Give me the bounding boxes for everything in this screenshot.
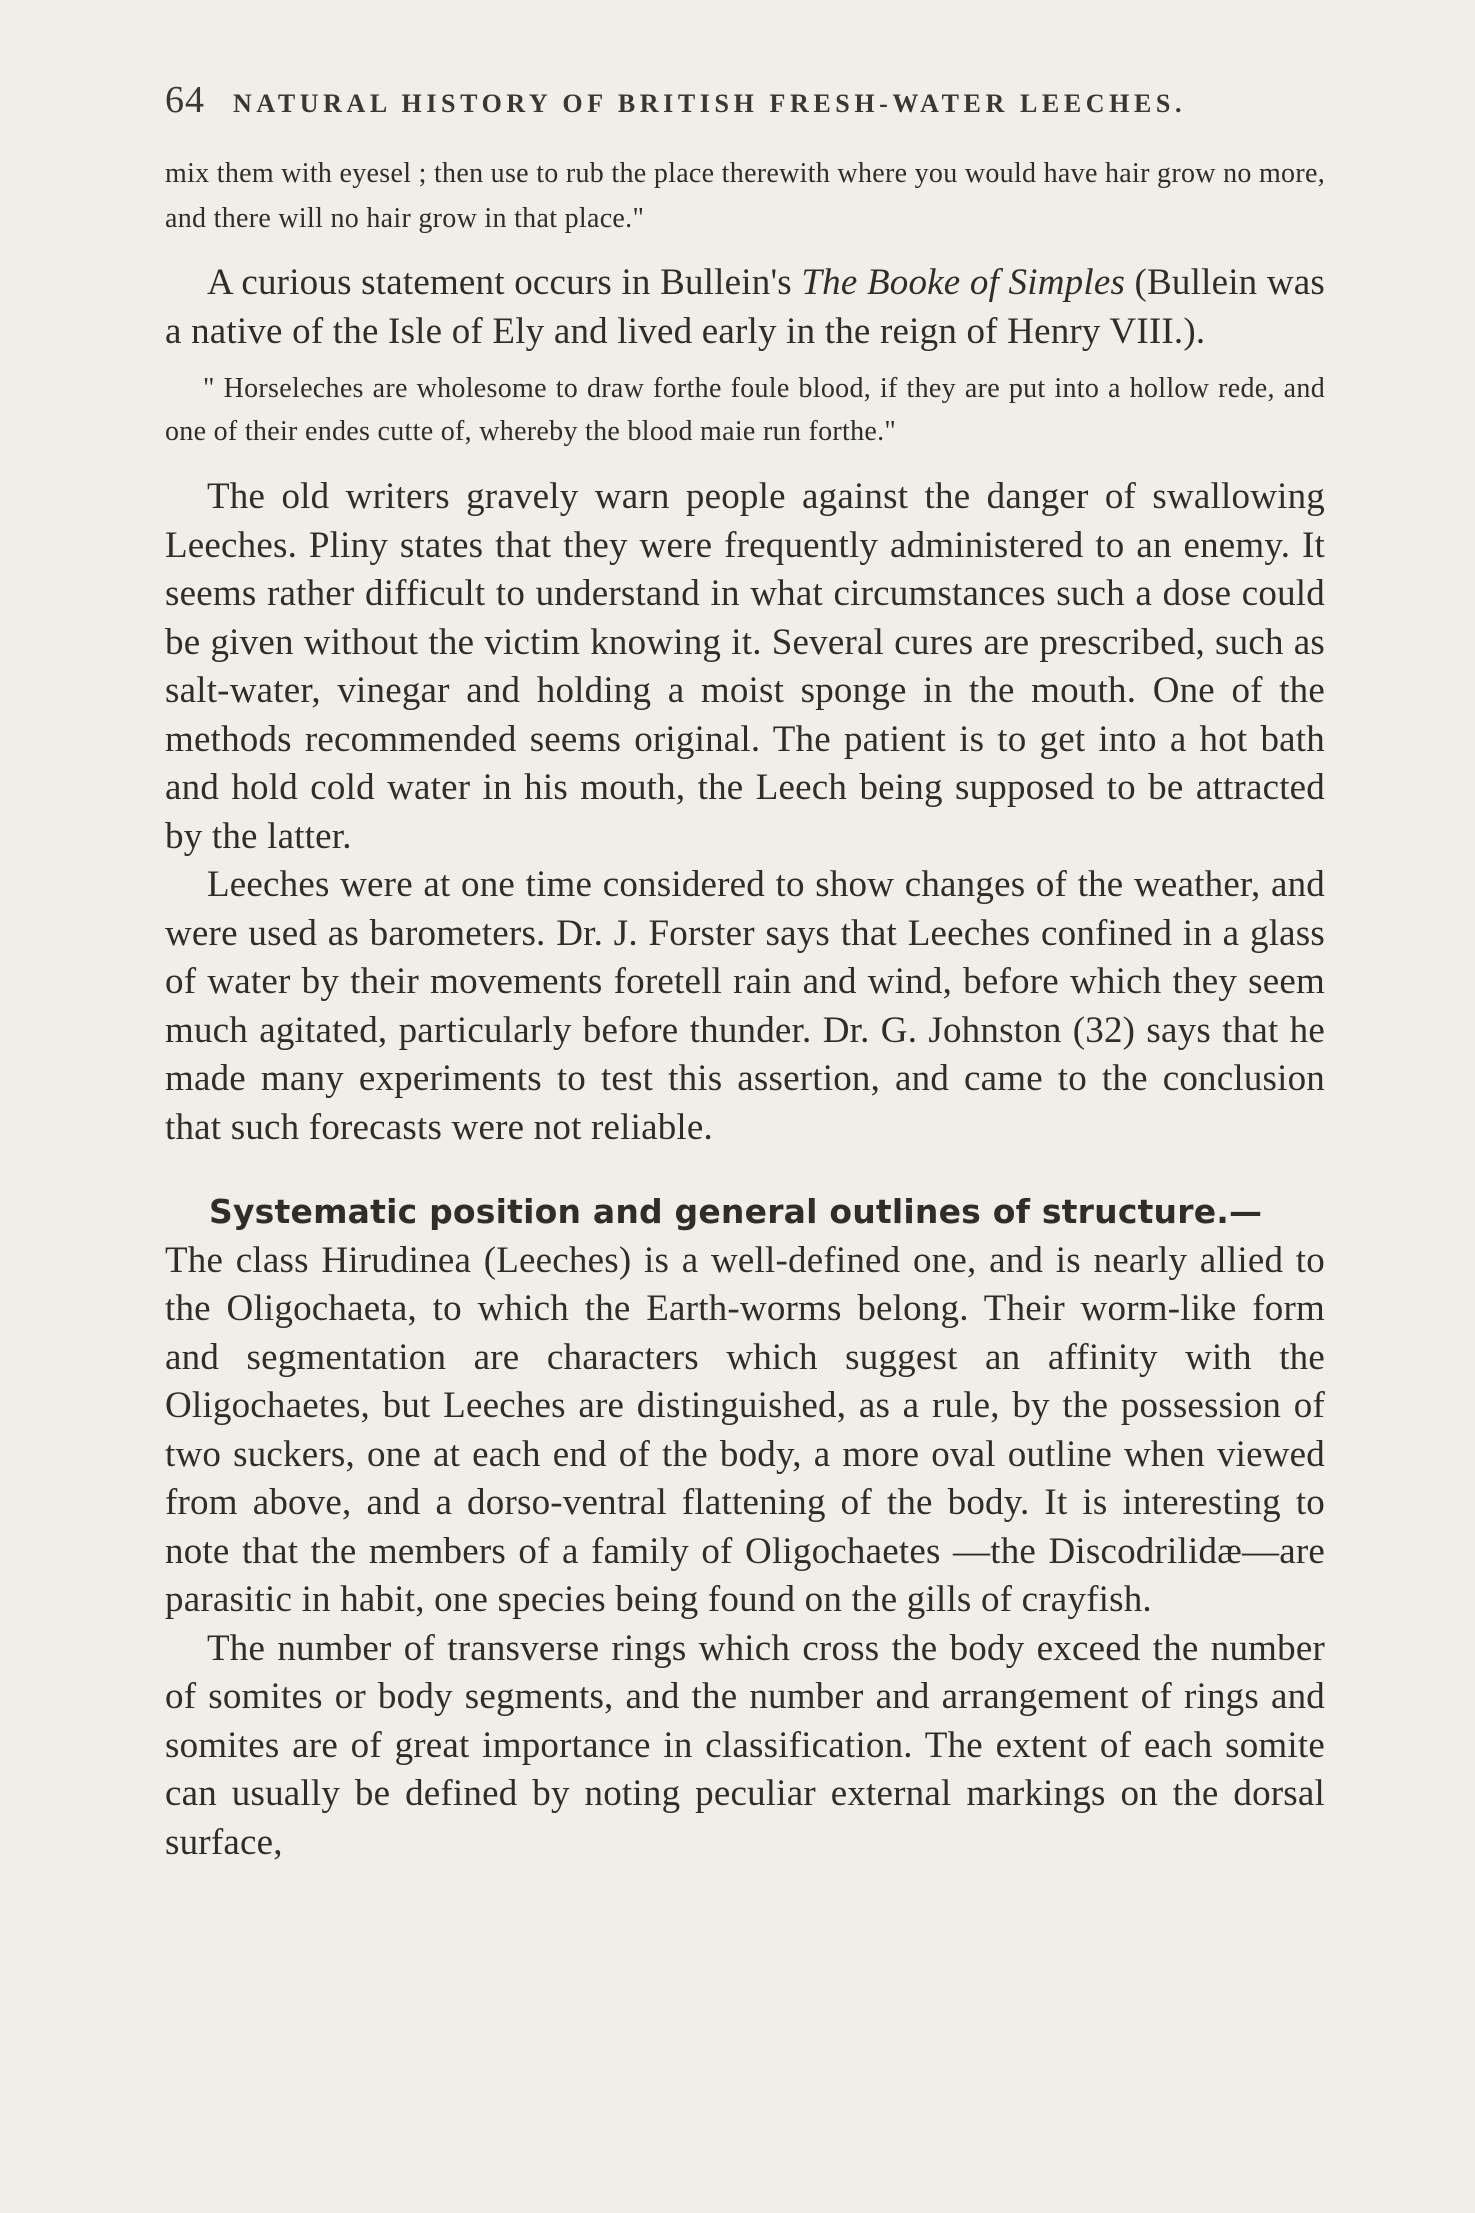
book-page — [165, 78, 1325, 1867]
quote-continuation: mix them with eyesel ; then use to rub the place therewith where you would have hair grow no more, and there will no hair grow in that place." — [165, 158, 1325, 234]
book-title: The Booke of Simples — [801, 262, 1126, 303]
paragraph-old-writers: The old writers gravely warn people against the danger of swallowing Leeches. Pliny states that they were frequently administered to an enemy. It seems rather difficult to understand in what circumstances such a dose could be given without the victim knowing it. Several cures are prescribed, such as salt-water, vinegar and holding a moist sponge in the mouth. One of the methods recommended seems original. The patient is to get into a hot bath and hold cold water in his mouth, the Leech being supposed to be attracted by the latter. — [165, 476, 1325, 857]
paragraph-transverse-rings: The number of transverse rings which cross the body exceed the number of somites or body segments, and the number and arrangement of rings and somites are of great importance in classification. The extent of each somite can usually be defined by noting peculiar external markings on the dorsal surface, — [165, 1627, 1325, 1863]
section-heading — [165, 1188, 1325, 1237]
paragraph-systematic-position: The class Hirudinea (Leeches) is a well-defined one, and is nearly allied to the Oligochaeta, to which the Earth-worms belong. Their worm-like form and segmentation are characters which suggest an affinity with the Oligochaetes, but Leeches are distinguished, as a rule, by the possession of two suckers, one at each end of the body, a more oval outline when viewed from above, and a dorso-ventral flattening of the body. It is interesting to note that the members of a family of Oligochaetes —the Discodrilidæ—are parasitic in habit, one species being found on the gills of crayfish. — [165, 1239, 1325, 1620]
paragraph-bullein — [165, 259, 1325, 356]
paragraph-bullein-after: (Bullein was a native of the Isle of Ely and lived early in the reign of Henry VIII.). — [165, 262, 1325, 352]
block-quote-bullein: " Horseleches are wholesome to draw forthe foule blood, if they are put into a hollow rede, and one of their endes cutte of, whereby the blood maie run forthe." — [165, 373, 1325, 447]
paragraph-barometers: Leeches were at one time considered to show changes of the weather, and were used as barometers. Dr. J. Forster says that Leeches confined in a glass of water by their movements foretell rain and wind, before which they seem much agitated, particularly before thunder. Dr. G. Johnston (32) says that he made many experiments to test this assertion, and came to the conclusion that such forecasts were not reliable. — [165, 864, 1325, 1148]
running-title: NATURAL HISTORY OF BRITISH FRESH-WATER LEECHES. — [233, 89, 1187, 118]
section-title: Systematic position and general outlines of structure.— — [209, 1192, 1263, 1231]
running-head — [165, 78, 1325, 138]
page-number: 64 — [165, 79, 205, 121]
paragraph-bullein-before: A curious statement occurs in Bullein's — [207, 262, 802, 303]
